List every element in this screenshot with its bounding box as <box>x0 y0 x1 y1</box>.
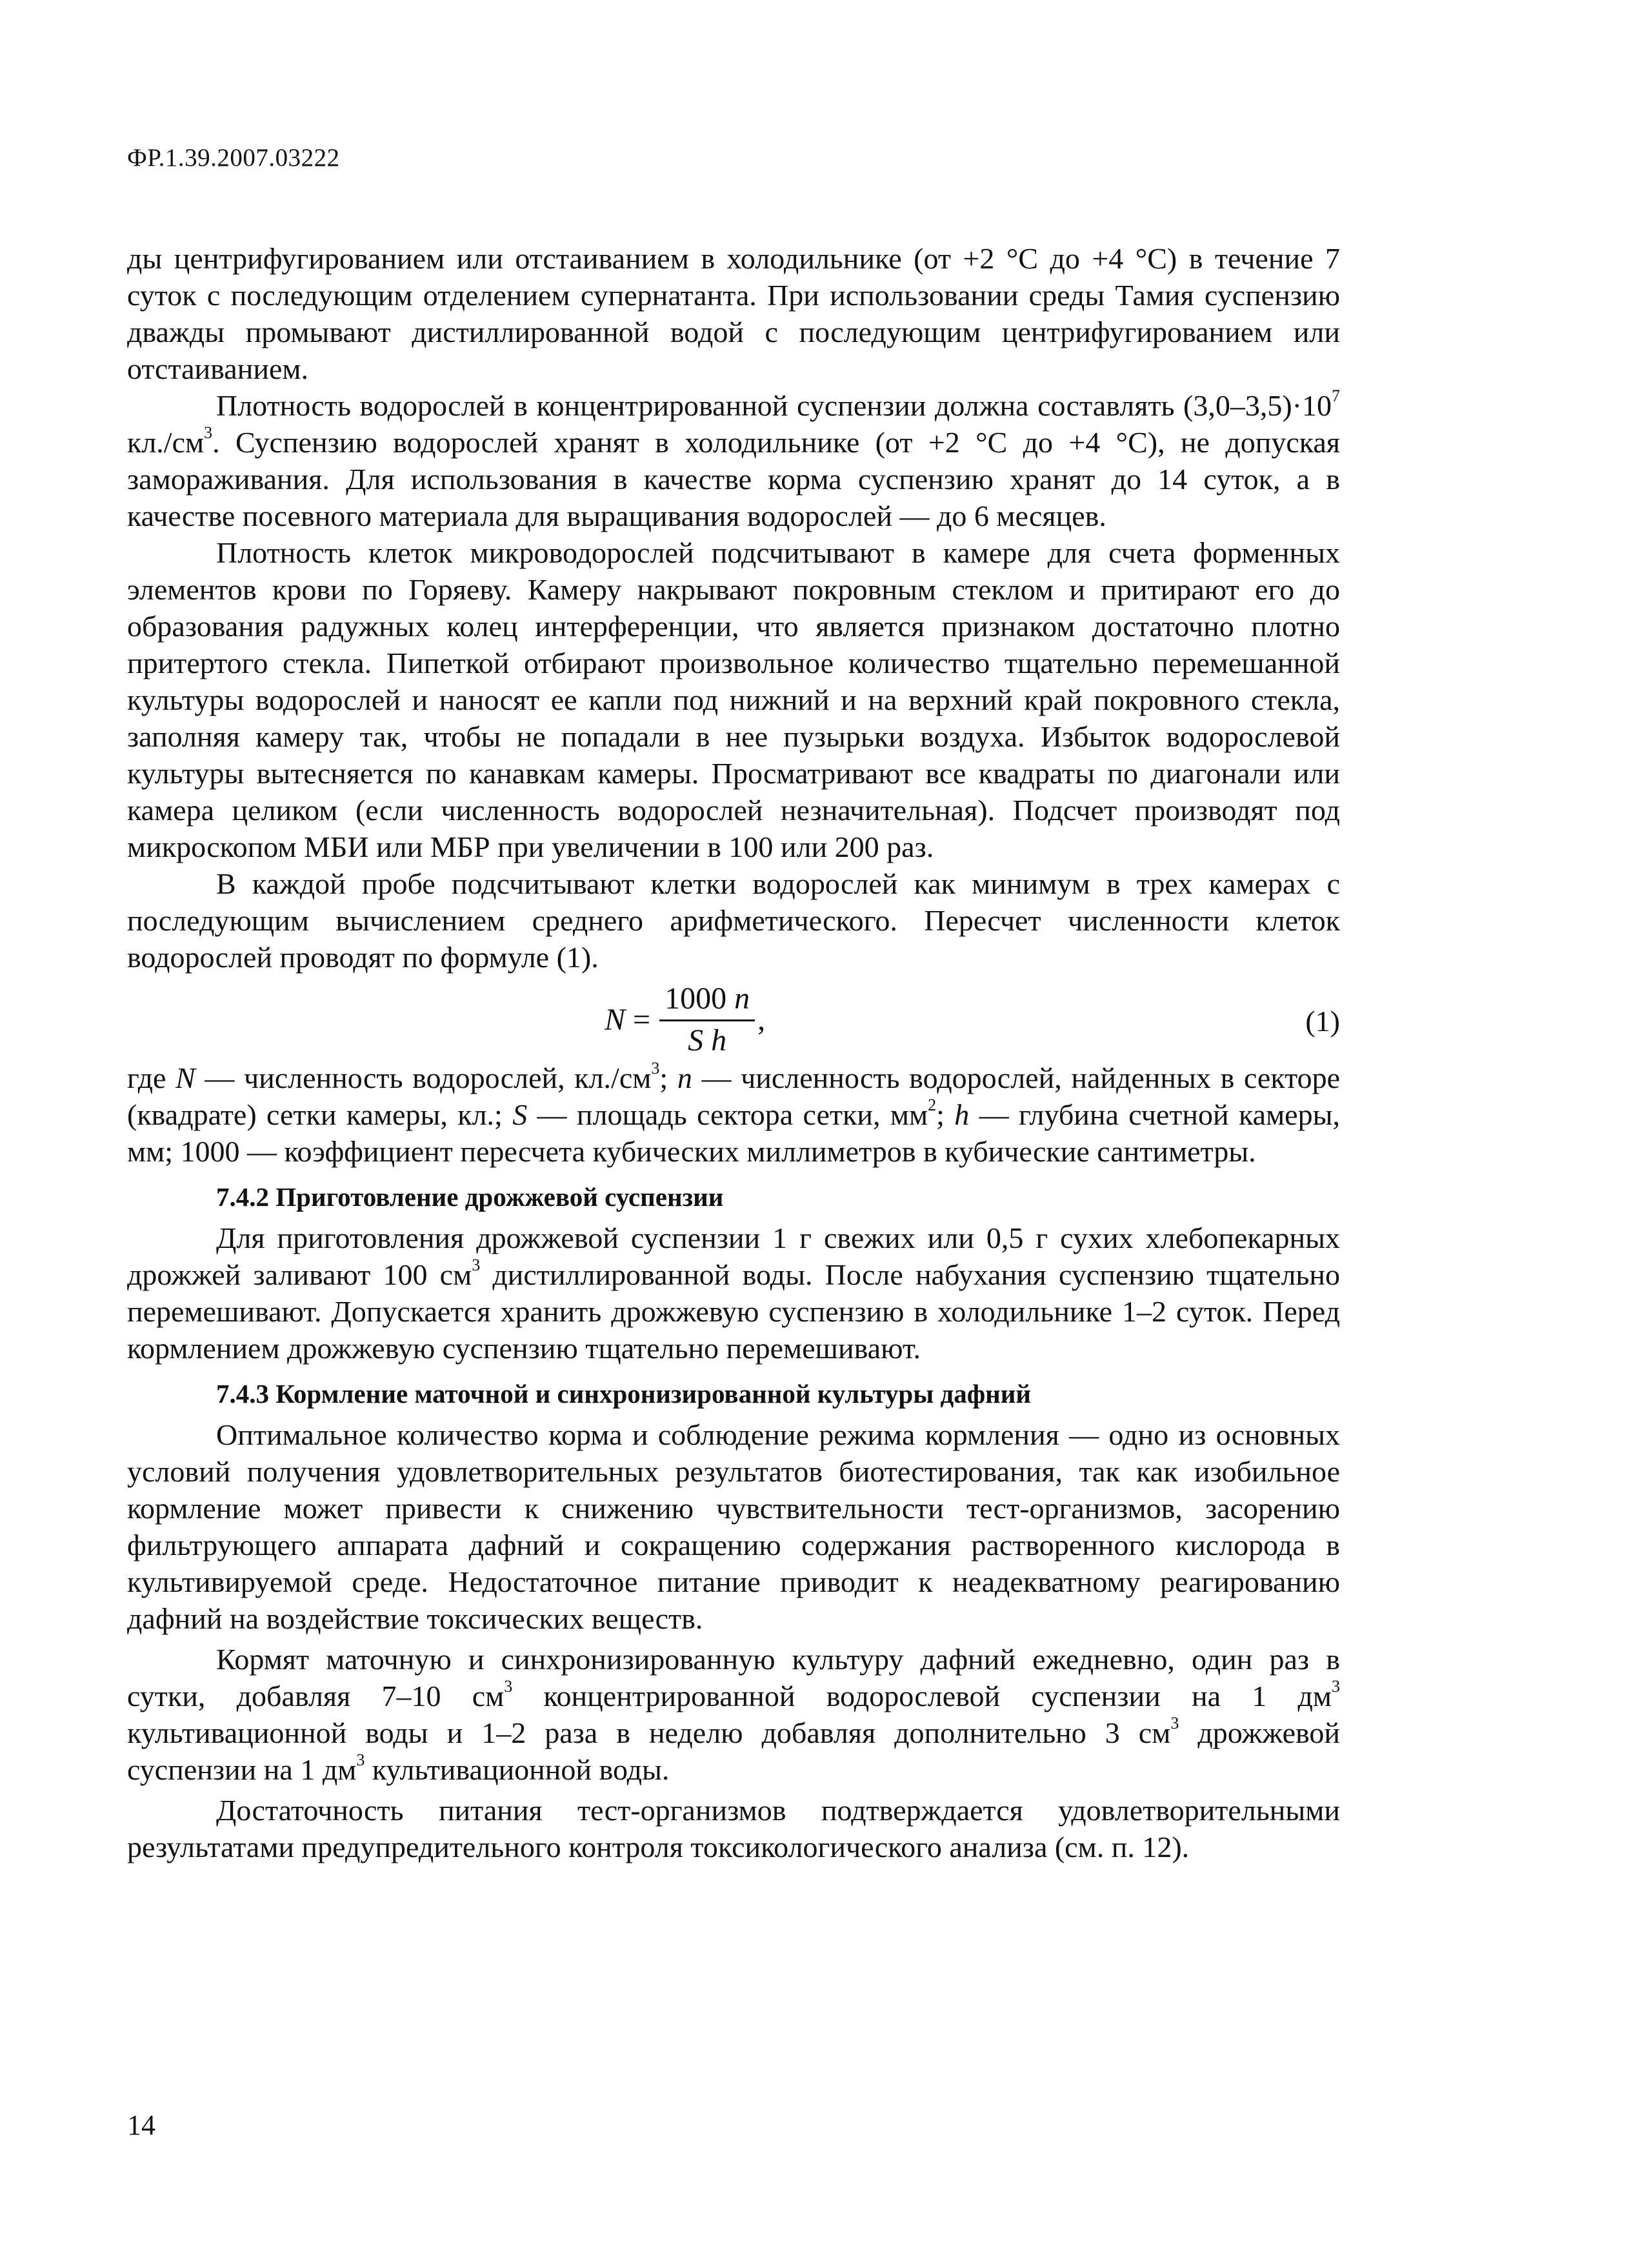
section-heading-7-4-2: 7.4.2 Приготовление дрожжевой суспензии <box>216 1182 724 1212</box>
text-run: ; <box>936 1098 955 1131</box>
page-number: 14 <box>127 2109 155 2141</box>
formula-fraction <box>659 982 755 1058</box>
var-S: S <box>512 1098 528 1131</box>
text-run: Кормят маточную и синхронизированную культуру дафний ежедневно, один раз в сутки, добавляя 7–10 см <box>127 1643 1340 1712</box>
paragraph-feeding-sufficiency: Достаточность питания тест-организмов подтверждается удовлетворительными результатами предупредительного контроля токсикологического анализа (см. п. 12). <box>127 1794 1340 1863</box>
superscript: 3 <box>204 423 213 442</box>
section-heading-7-4-3: 7.4.3 Кормление маточной и синхронизированной культуры дафний <box>216 1379 1031 1409</box>
numerator-variable: n <box>734 981 750 1016</box>
text-run: ; <box>659 1061 677 1094</box>
formula-denominator <box>688 1021 726 1058</box>
paragraph-feeding-schedule <box>127 1641 1340 1788</box>
text-run: — площадь сектора сетки, мм <box>527 1098 928 1131</box>
paragraph-algae-density <box>127 387 1340 534</box>
superscript: 7 <box>1332 386 1340 405</box>
numerator-constant: 1000 <box>665 981 727 1016</box>
formula-equals: = <box>633 1002 651 1037</box>
var-n: n <box>677 1061 692 1094</box>
text-run: дистиллированной воды. После набухания суспензию тщательно перемешивают. Допускается хранить дрожжевую суспензию в холодильнике 1–2 суток. Перед кормлением дрожжевую суспензию тщательно перемешивают. <box>127 1258 1340 1365</box>
paragraph-counting-chamber: Плотность клеток микроводорослей подсчитывают в камере для счета форменных элементов крови по Горяеву. Камеру накрывают покровным стеклом и притирают его до образования радужных колец интерференции, что является признаком достаточно плотно притертого стекла. Пипеткой отбирают произвольное количество тщательно перемешанной культуры водорослей и наносят ее капли под нижний и на верхний край покровного стекла, заполняя камеру так, чтобы не попадали в нее пузырьки воздуха. Избыток водорослевой культуры вытесняется по канавкам камеры. Просматривают все квадраты по диагонали или камера целиком (если численность водорослей незначительная). Подсчет производят под микроскопом МБИ или МБР при увеличении в 100 или 200 раз. <box>127 536 1340 863</box>
superscript: 2 <box>928 1095 937 1114</box>
text-run: — глубина счетной камеры, мм; 1000 — коэффициент пересчета кубических миллиметров в кубические сантиметры. <box>127 1098 1341 1168</box>
text-run: где <box>127 1061 176 1094</box>
superscript: 3 <box>472 1255 481 1274</box>
formula-numerator <box>659 982 755 1021</box>
superscript: 3 <box>1170 1713 1179 1732</box>
text-run: Для приготовления дрожжевой суспензии 1 г свежих или 0,5 г сухих хлебопекарных дрожжей заливают 100 см <box>127 1221 1340 1291</box>
paragraph-formula-legend <box>127 1059 1340 1170</box>
text-run: концентрированной водорослевой суспензии на 1 дм <box>512 1680 1332 1712</box>
formula <box>605 979 765 1059</box>
text-run: — численность водорослей, кл./см <box>195 1061 652 1094</box>
var-h: h <box>954 1098 970 1131</box>
formula-lhs: N <box>605 1002 626 1037</box>
paragraph-feeding-regime: Оптимальное количество корма и соблюдение режима кормления — одно из основных условий получения удовлетворительных результатов биотестирования, так как изобильное кормление может привести к снижению чувствительности тест-организмов, засорению фильтрующего аппарата дафний и сокращению содержания растворенного кислорода в культивируемой среде. Недостаточное питание приводит к неадекватному реагированию дафний на воздействие токсических веществ. <box>127 1418 1340 1635</box>
paragraph-yeast-suspension <box>127 1219 1340 1367</box>
text-run: Плотность водорослей в концентрированной суспензии должна составлять (3,0–3,5)·10 <box>216 389 1332 422</box>
superscript: 3 <box>504 1676 513 1696</box>
paragraph-continuation: ды центрифугированием или отстаиванием в холодильнике (от +2 °С до +4 °С) в течение 7 суток с последующим отделением супернатанта. При использовании среды Тамия суспензию дважды промывают дистиллированной водой с последующим центрифугированием или отстаиванием. <box>127 242 1340 385</box>
paragraph-formula-intro: В каждой пробе подсчитывают клетки водорослей как минимум в трех камерах с последующим вычислением среднего арифметического. Пересчет численности клеток водорослей проводят по формуле (1). <box>127 867 1340 974</box>
formula-number: (1) <box>1305 1005 1340 1038</box>
text-run: — численность водорослей, найденных в секторе (квадрате) сетки камеры, кл.; <box>127 1061 1341 1131</box>
superscript: 3 <box>356 1750 365 1769</box>
text-run: дрожжевой суспензии на 1 дм <box>127 1716 1341 1786</box>
text-run: культивационной воды и 1–2 раза в неделю добавляя дополнительно 3 см <box>127 1716 1171 1749</box>
document-code: ФР.1.39.2007.03222 <box>127 144 340 172</box>
denominator-variables: S h <box>688 1023 727 1058</box>
superscript: 3 <box>1332 1676 1341 1696</box>
text-run: . Суспензию водорослей хранят в холодильнике (от +2 °С до +4 °С), не допуская замораживания. Для использования в качестве корма суспензию хранят до 14 суток, а в качестве посевного материала для выращивания водорослей — до 6 месяцев. <box>127 426 1340 532</box>
var-N: N <box>175 1061 195 1094</box>
text-run: культивационной воды. <box>365 1753 670 1786</box>
text-run: кл./см <box>127 426 205 459</box>
superscript: 3 <box>651 1058 660 1078</box>
body-text <box>127 240 1340 1865</box>
formula-block <box>127 979 1340 1059</box>
formula-comma: , <box>757 1002 766 1037</box>
